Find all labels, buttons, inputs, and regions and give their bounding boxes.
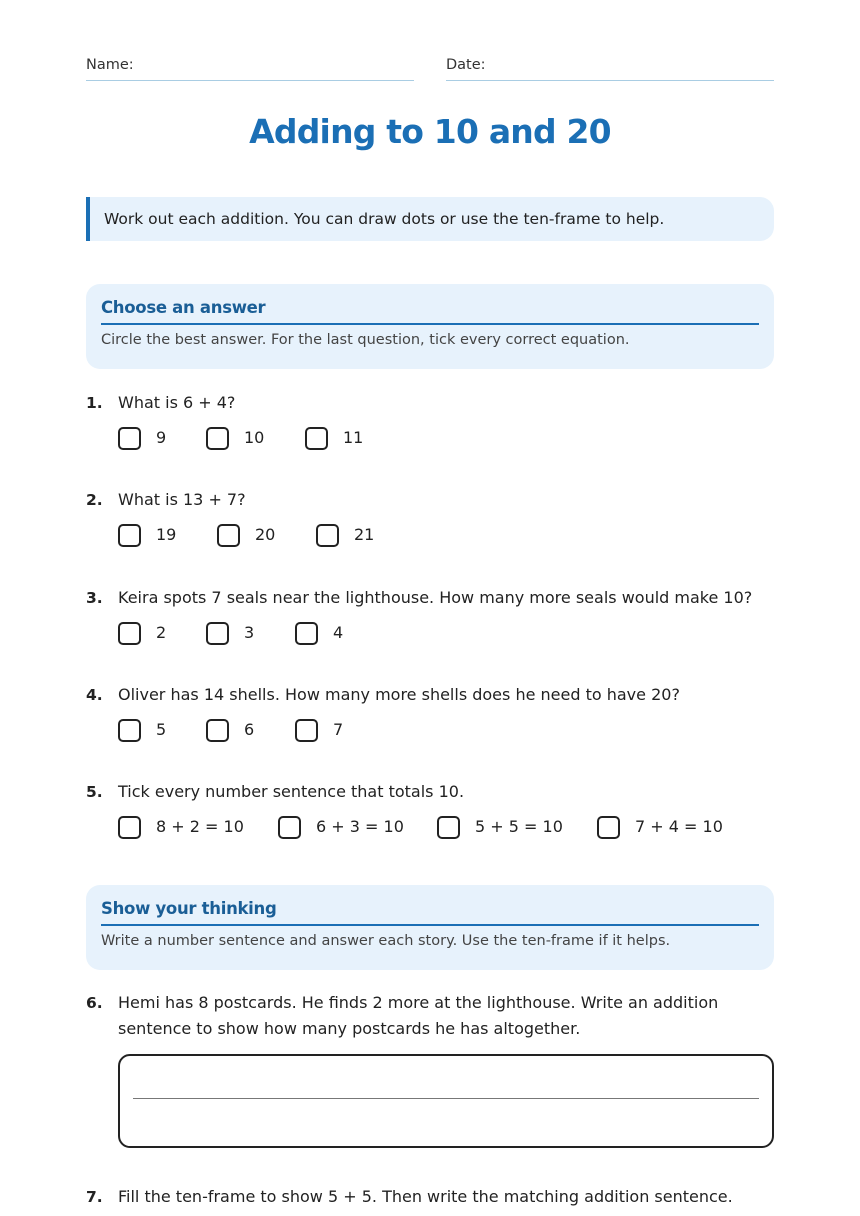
- question-text: Tick every number sentence that totals 10.: [118, 782, 465, 801]
- checkbox[interactable]: [118, 816, 141, 839]
- checkbox[interactable]: [118, 622, 141, 645]
- option-label: 11: [343, 428, 364, 447]
- question-text: Keira spots 7 seals near the lighthouse. How many more seals would make 10?: [118, 588, 753, 607]
- option-label: 5 + 5 = 10: [475, 817, 563, 836]
- question-text: What is 6 + 4?: [118, 393, 236, 412]
- name-field[interactable]: [86, 54, 414, 81]
- option-label: 20: [255, 525, 276, 544]
- option-label: 9: [156, 428, 167, 447]
- option-label: 5: [156, 720, 167, 739]
- checkbox[interactable]: [206, 719, 229, 742]
- instruction-callout: Work out each addition. You can draw dots or use the ten-frame to help.: [86, 197, 774, 241]
- option-label: 8 + 2 = 10: [156, 817, 244, 836]
- checkbox[interactable]: [118, 427, 141, 450]
- question-text: Fill the ten-frame to show 5 + 5. Then write the matching addition sentence.: [118, 1187, 733, 1206]
- date-label: Date:: [446, 57, 486, 73]
- question-number: 5.: [86, 783, 103, 801]
- checkbox[interactable]: [305, 427, 328, 450]
- checkbox[interactable]: [206, 427, 229, 450]
- question-number: 7.: [86, 1188, 103, 1206]
- section-subtitle: Write a number sentence and answer each story. Use the ten-frame if it helps.: [101, 933, 671, 949]
- option-label: 3: [244, 623, 255, 642]
- question-number: 4.: [86, 686, 103, 704]
- section-choose-answer: [86, 284, 774, 369]
- checkbox[interactable]: [206, 622, 229, 645]
- option-label: 7: [333, 720, 344, 739]
- header-fields: [86, 54, 774, 80]
- checkbox[interactable]: [295, 719, 318, 742]
- question-text: Hemi has 8 postcards. He finds 2 more at the lighthouse. Write an addition sentence to show how many postcards he has altogether.: [118, 993, 719, 1038]
- question-number: 3.: [86, 589, 103, 607]
- option-label: 21: [354, 525, 375, 544]
- checkbox[interactable]: [437, 816, 460, 839]
- answer-line: [133, 1098, 759, 1099]
- section-title: Choose an answer: [101, 298, 759, 325]
- checkbox[interactable]: [118, 524, 141, 547]
- checkbox[interactable]: [118, 719, 141, 742]
- checkbox[interactable]: [278, 816, 301, 839]
- option-label: 4: [333, 623, 344, 642]
- section-title: Show your thinking: [101, 899, 759, 926]
- name-label: Name:: [86, 57, 134, 73]
- option-label: 2: [156, 623, 167, 642]
- question-text: Oliver has 14 shells. How many more shells does he need to have 20?: [118, 685, 680, 704]
- question-number: 1.: [86, 394, 103, 412]
- page-title: Adding to 10 and 20: [249, 112, 611, 151]
- section-show-thinking: [86, 885, 774, 970]
- checkbox[interactable]: [597, 816, 620, 839]
- date-field[interactable]: [446, 54, 774, 81]
- option-label: 7 + 4 = 10: [635, 817, 723, 836]
- section-subtitle: Circle the best answer. For the last question, tick every correct equation.: [101, 332, 630, 348]
- answer-box[interactable]: [118, 1054, 774, 1148]
- question-text: What is 13 + 7?: [118, 490, 246, 509]
- option-label: 6 + 3 = 10: [316, 817, 404, 836]
- question-number: 2.: [86, 491, 103, 509]
- option-label: 6: [244, 720, 255, 739]
- question-number: 6.: [86, 994, 103, 1012]
- option-label: 19: [156, 525, 177, 544]
- checkbox[interactable]: [217, 524, 240, 547]
- checkbox[interactable]: [316, 524, 339, 547]
- option-label: 10: [244, 428, 265, 447]
- checkbox[interactable]: [295, 622, 318, 645]
